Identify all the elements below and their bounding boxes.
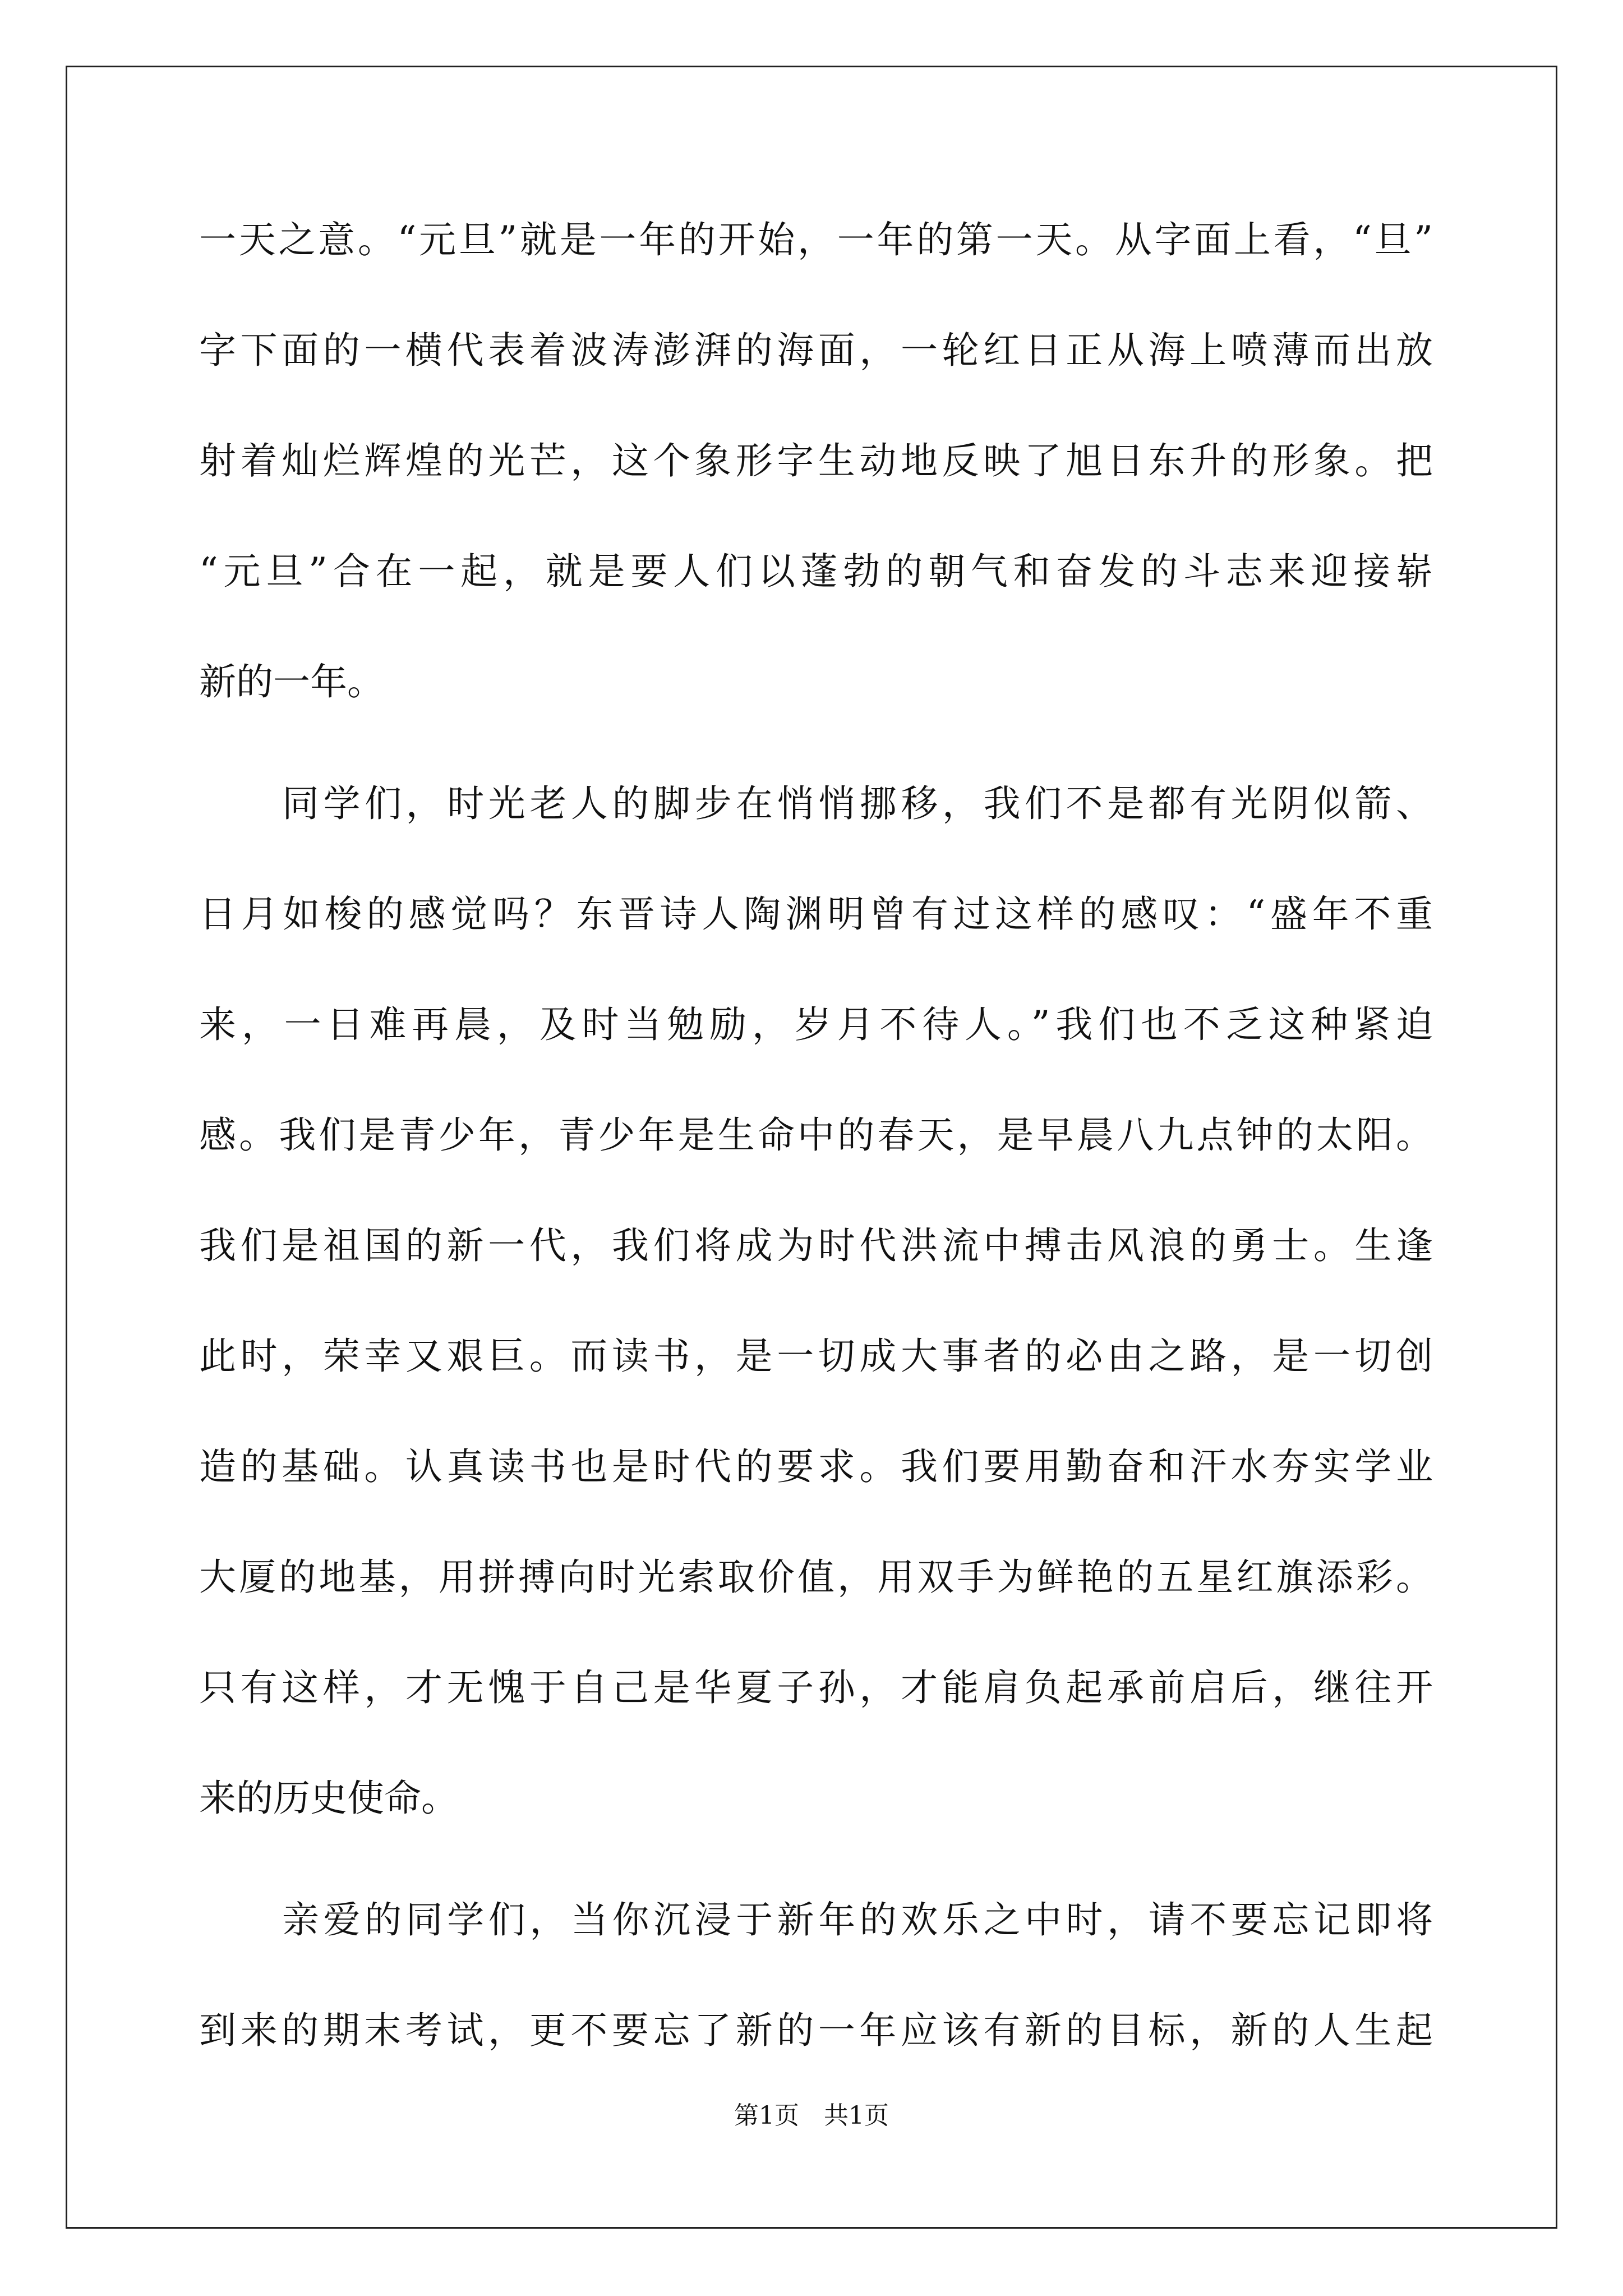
document-body [199,199,1433,2100]
text-line: 我们是祖国的新一代，我们将成为时代洪流中搏击风浪的勇士。生逢 [199,1224,1433,1267]
text-line: 造的基础。认真读书也是时代的要求。我们要用勤奋和汗水夯实学业 [199,1445,1433,1488]
text-line: 一天之意。“元旦”就是一年的开始，一年的第一天。从字面上看，“旦” [199,218,1433,261]
text-line: 到来的期末考试，更不要忘了新的一年应该有新的目标，新的人生起 [199,2009,1433,2052]
text-line: 字下面的一横代表着波涛澎湃的海面，一轮红日正从海上喷薄而出放 [199,329,1433,372]
text-line: 此时，荣幸又艰巨。而读书，是一切成大事者的必由之路，是一切创 [199,1335,1433,1378]
text-line: 射着灿烂辉煌的光芒，这个象形字生动地反映了旭日东升的形象。把 [199,439,1433,482]
page-footer [0,2099,1623,2133]
text-line: 新的一年。 [199,660,384,703]
text-line: 来的历史使命。 [199,1777,458,1820]
text-line: 只有这样，才无愧于自己是华夏子孙，才能肩负起承前启后，继往开 [199,1666,1433,1709]
text-line: 亲爱的同学们，当你沉浸于新年的欢乐之中时，请不要忘记即将 [282,1898,1433,1941]
text-line: 日月如梭的感觉吗？东晋诗人陶渊明曾有过这样的感叹：“盛年不重 [199,892,1433,936]
text-line: 同学们，时光老人的脚步在悄悄挪移，我们不是都有光阴似箭、 [282,782,1433,825]
text-line: “元旦”合在一起，就是要人们以蓬勃的朝气和奋发的斗志来迎接崭 [199,550,1433,593]
text-line: 来，一日难再晨，及时当勉励，岁月不待人。”我们也不乏这种紧迫 [199,1003,1433,1046]
page-number: 第1页 [734,2101,799,2130]
text-line: 大厦的地基，用拼搏向时光索取价值，用双手为鲜艳的五星红旗添彩。 [199,1556,1433,1599]
page-total: 共1页 [824,2101,889,2130]
text-line: 感。我们是青少年，青少年是生命中的春天，是早晨八九点钟的太阳。 [199,1114,1433,1157]
